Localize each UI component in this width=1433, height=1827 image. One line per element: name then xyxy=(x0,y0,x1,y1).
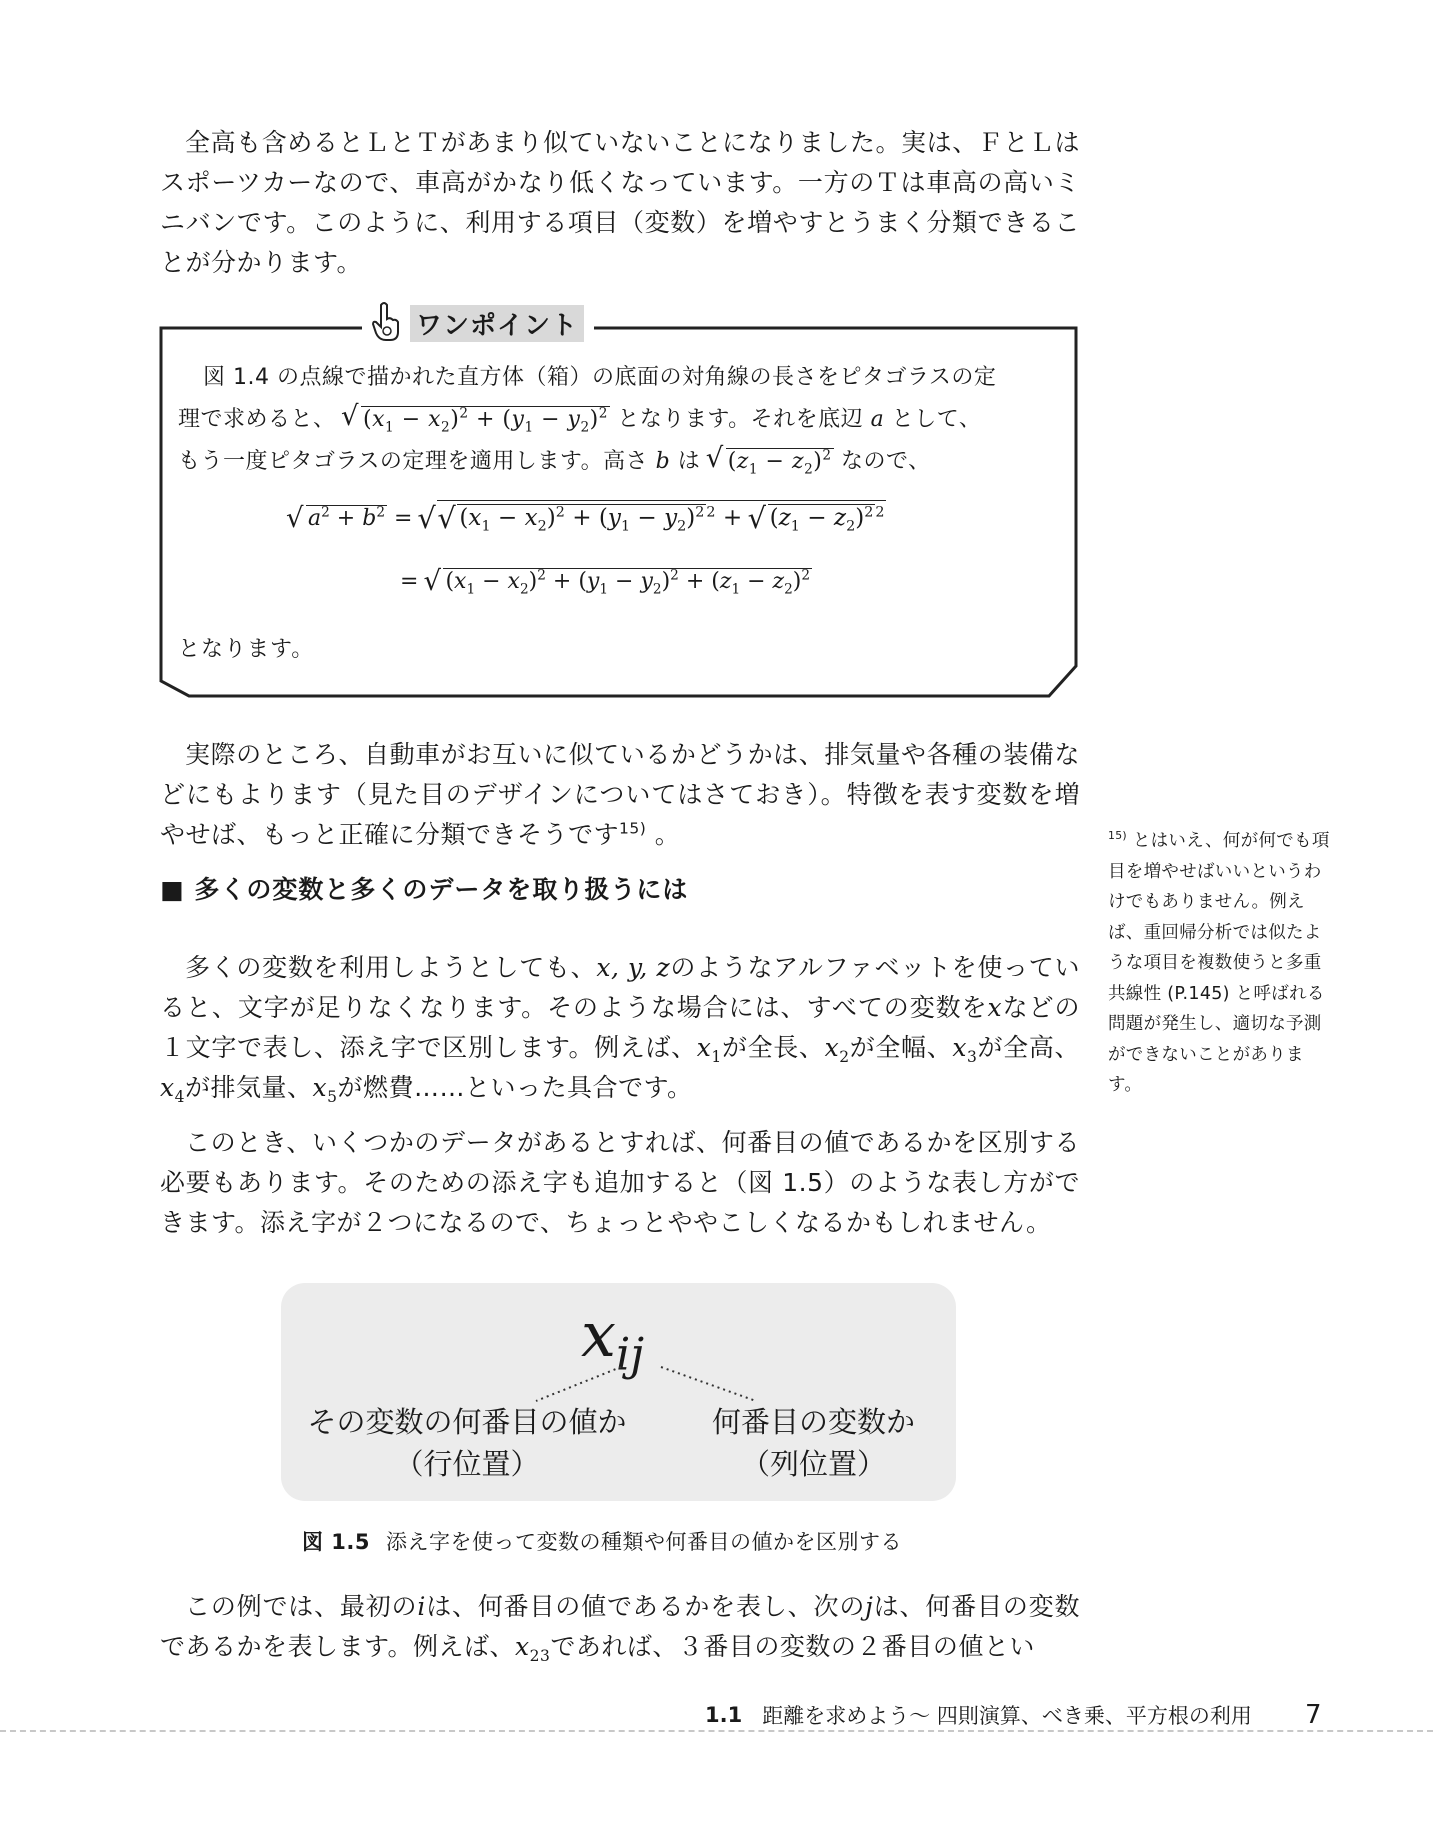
onepoint-title xyxy=(362,304,594,342)
footer-section-number: 1.1 xyxy=(705,1703,743,1727)
row-position-label: その変数の何番目の値か （行位置） xyxy=(307,1405,627,1481)
pointing-hand-icon xyxy=(372,301,402,345)
onepoint-line-2: 理で求めると、 √ $(x_1 - x_2)^2 + (y_1 - y_2)^2$ となります。それを底辺 a として、 xyxy=(178,399,1058,441)
paragraph-5: この例では、最初のiは、何番目の値であるかを表し、次のjは、何番目の変数であるかを表します。例えば、$x_{23}$であれば、３番目の変数の２番目の値とい xyxy=(160,1592,1080,1665)
paragraph-4: このとき、いくつかのデータがあるとすれば、何番目の値であるかを区別する必要もあります。そのための添え字も追加すると（図 1.5）のような表し方ができます。添え字が２つになるので、ちょっとややこしくなるかもしれません。 xyxy=(160,1128,1080,1237)
sidenote-text: とはいえ、何が何でも項目を増やせばいいというわけでもありません。例えば、重回帰分析では似たような項目を複数使うと多重共線性 (P.145) と呼ばれる問題が発生し、適切な予測ができないことがあります。 xyxy=(1108,831,1330,1095)
paragraph-3: 多くの変数を利用しようとしても、x, y, zのようなアルファベットを使っていると、文字が足りなくなります。そのような場合には、すべての変数をxなどの１文字で表し、添え字で区別します。例えば、$x_1$が全長、$x_2$が全幅、$x_3$が全高、$x_4$が排気量、$x_5$が燃費……といった具合です。 xyxy=(160,953,1080,1106)
onepoint-body xyxy=(178,357,1058,483)
onepoint-line-3: もう一度ピタゴラスの定理を適用します。高さ b は √ $(z_1 - z_2)^2$ なので、 xyxy=(178,441,1058,483)
figure-symbol: $x_{ij}$ xyxy=(581,1298,645,1381)
page-bottom-dashed-line xyxy=(0,1730,1433,1732)
intro-paragraph: 全高も含めるとＬとＴがあまり似ていないことになりました。実は、ＦとＬはスポーツカーなので、車高がかなり低くなっています。一方のＴは車高の高いミニバンです。このように、利用する項目（変数）を増やすとうまく分類できることが分かります。 xyxy=(160,128,1080,277)
paragraph-2: 実際のところ、自動車がお互いに似ているかどうかは、排気量や各種の装備などにもよります（見た目のデザインについてはさておき）。特徴を表す変数を増やせば、もっと正確に分類できそうです$^{15)}$ 。 xyxy=(160,740,1080,849)
sidenote-number: 15) xyxy=(1108,829,1127,843)
onepoint-line-1: 図 1.4 の点線で描かれた直方体（箱）の底面の対角線の長さをピタゴラスの定 xyxy=(203,365,997,390)
section-heading: ■ 多くの変数と多くのデータを取り扱うには xyxy=(160,875,689,904)
equation-row-2: = √ $(x_1 - x_2)^2 + (y_1 - y_2)^2 + (z_1 - z_2)^2$ xyxy=(400,569,812,594)
page-footer xyxy=(705,1700,1325,1730)
onepoint-ending: となります。 xyxy=(178,637,315,662)
footer-section-title: 距離を求めよう～ 四則演算、べき乗、平方根の利用 xyxy=(762,1704,1252,1728)
page-number: 7 xyxy=(1305,1700,1322,1730)
equation-row-1: √ $a^2 + b^2$ = √ √ $(x_1 - x_2)^2 + (y_1 - y_2)^2$ $^2$ + √ $(z_1 - z_2)^2$ $^2$ xyxy=(288,505,886,531)
figure-1-5 xyxy=(281,1283,956,1501)
figure-caption: 図 1.5 添え字を使って変数の種類や何番目の値かを区別する xyxy=(302,1530,903,1554)
column-position-label: 何番目の変数か （列位置） xyxy=(711,1405,915,1481)
sidenote xyxy=(1108,826,1333,1101)
onepoint-label: ワンポイント xyxy=(410,305,584,342)
footnote-ref: 15) xyxy=(619,819,647,838)
